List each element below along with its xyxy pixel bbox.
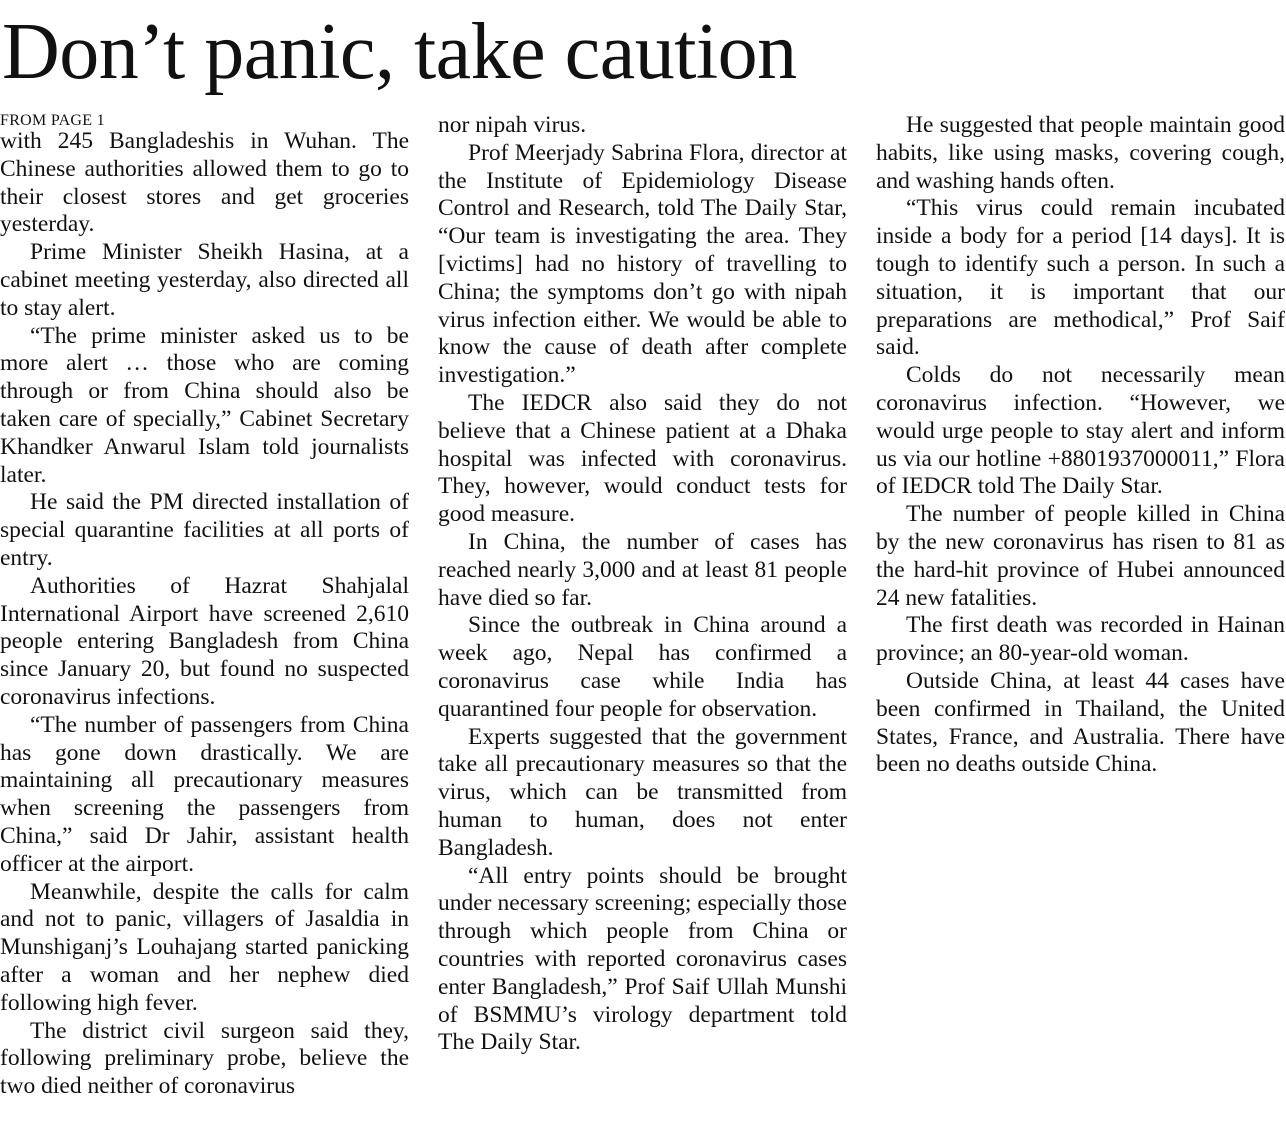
paragraph: Prime Minister Sheikh Hasina, at a cabinet meeting yesterday, also directed all to stay alert. xyxy=(0,239,409,321)
paragraph: Colds do not necessarily mean coronavirus infection. “However, we would urge people to stay alert and inform us via our hotline +8801937000011,” Flora of IEDCR told The Daily Star. xyxy=(876,362,1285,500)
paragraph: In China, the number of cases has reached nearly 3,000 and at least 81 people have died so far. xyxy=(438,528,847,611)
article-column-2 xyxy=(438,112,847,1057)
paragraph: The number of people killed in China by the new coronavirus has risen to 81 as the hard-hit province of Hubei announced 24 new fatalities. xyxy=(876,501,1285,611)
paragraph: Outside China, at least 44 cases have been confirmed in Thailand, the United States, France, and Australia. There have been no deaths outside China. xyxy=(876,667,1285,778)
paragraph: with 245 Bangladeshis in Wuhan. The Chinese authorities allowed them to go to their closest stores and get groceries yesterday. xyxy=(0,128,409,238)
paragraph: “The number of passengers from China has gone down drastically. We are maintaining all precautionary measures when screening the passengers from China,” said Dr Jahir, assistant health officer at the airport. xyxy=(0,711,409,877)
paragraph: Authorities of Hazrat Shahjalal International Airport have screened 2,610 people entering Bangladesh from China since January 20, but found no suspected coronavirus infections. xyxy=(0,572,409,710)
article-column-3 xyxy=(876,112,1285,779)
paragraph: “The prime minister asked us to be more alert … those who are coming through or from China should also be taken care of specially,” Cabinet Secretary Khandker Anwarul Islam told journalists later. xyxy=(0,322,409,488)
jump-label: FROM PAGE 1 xyxy=(0,112,105,129)
paragraph: He suggested that people maintain good habits, like using masks, covering cough, and washing hands often. xyxy=(876,112,1285,194)
paragraph: The first death was recorded in Hainan province; an 80-year-old woman. xyxy=(876,612,1285,667)
paragraph: The IEDCR also said they do not believe that a Chinese patient at a Dhaka hospital was infected with coronavirus. They, however, would conduct tests for good measure. xyxy=(438,389,847,528)
headline: Don’t panic, take caution xyxy=(2,8,797,96)
paragraph: He said the PM directed installation of special quarantine facilities at all ports of entry. xyxy=(0,489,409,571)
article-column-1 xyxy=(0,110,409,1101)
paragraph: Since the outbreak in China around a week ago, Nepal has confirmed a coronavirus case while India has quarantined four people for observation. xyxy=(438,612,847,722)
paragraph: Experts suggested that the government take all precautionary measures so that the virus, which can be transmitted from human to human, does not enter Bangladesh. xyxy=(438,723,847,861)
paragraph: The district civil surgeon said they, following preliminary probe, believe the two died neither of coronavirus xyxy=(0,1017,409,1100)
paragraph: “This virus could remain incubated inside a body for a period [14 days]. It is tough to identify such a person. In such a situation, it is important that our preparations are methodical,” Prof Saif said. xyxy=(876,195,1285,361)
paragraph: “All entry points should be brought under necessary screening; especially those through which people from China or countries with reported coronavirus cases enter Bangladesh,” Prof Saif Ullah Munshi of BSMMU’s virology department told The Daily Star. xyxy=(438,862,847,1056)
paragraph: Prof Meerjady Sabrina Flora, director at the Institute of Epidemiology Disease Control and Research, told The Daily Star, “Our team is investigating the area. They [victims] had no history of travelling to China; the symptoms don’t go with nipah virus infection either. We would be able to know the cause of death after complete investigation.” xyxy=(438,139,847,389)
paragraph: Meanwhile, despite the calls for calm and not to panic, villagers of Jasaldia in Munshiganj’s Louhajang started panicking after a woman and her nephew died following high fever. xyxy=(0,878,409,1016)
paragraph: nor nipah virus. xyxy=(438,112,587,138)
